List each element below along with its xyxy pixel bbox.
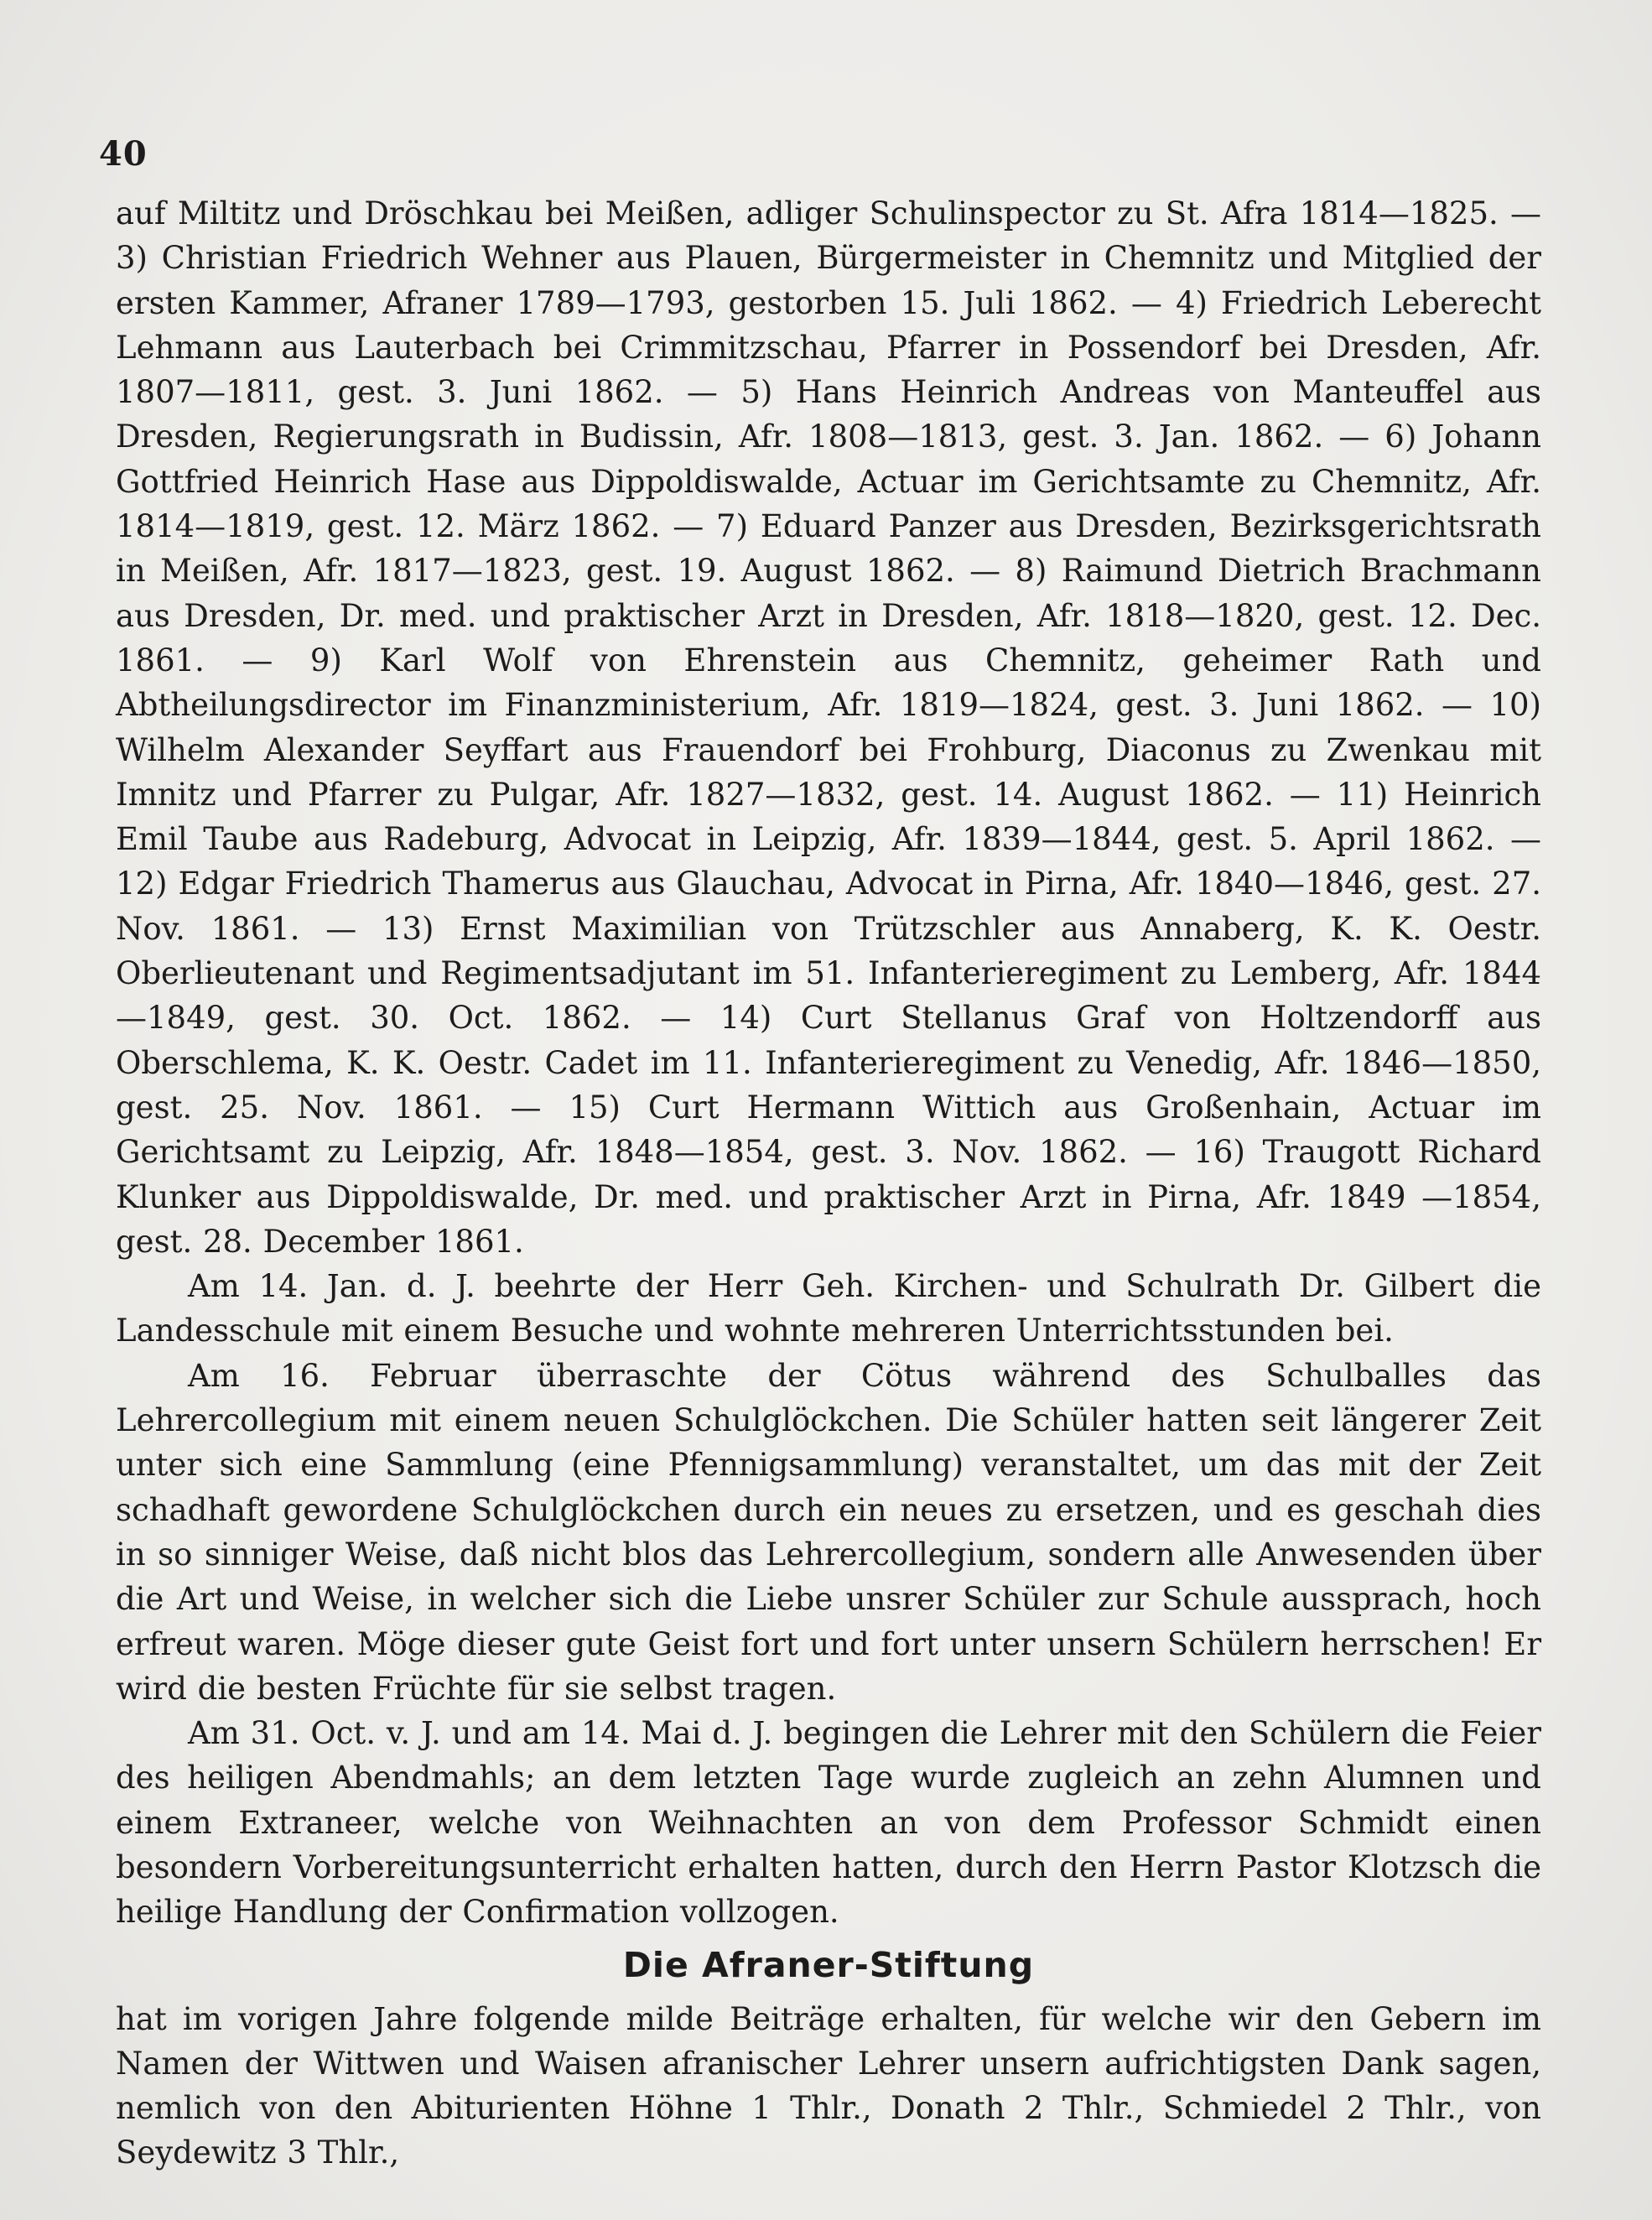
communion-paragraph: Am 31. Oct. v. J. und am 14. Mai d. J. begingen die Lehrer mit den Schülern die Feier des heiligen Abendmahls; an dem letzten Tage wurde zugleich an zehn Alumnen und einem Extraneer, welche von Weihnachten an von dem Professor Schmidt einen besondern Vorbereitungsunterricht erhalten hatten, durch den Herrn Pastor Klotzsch die heilige Handlung der Confirmation vollzogen. [116, 1715, 1541, 1931]
page-number: 40 [99, 134, 148, 174]
text-block [116, 191, 1541, 2176]
foundation-paragraph: hat im vorigen Jahre folgende milde Beiträge erhalten, für welche wir den Gebern im Namen der Wittwen und Waisen afranischer Lehrer unsern aufrichtigsten Dank sagen, nemlich von den Abiturienten Höhne 1 Thlr., Donath 2 Thlr., Schmiedel 2 Thlr., von Seydewitz 3 Thlr., [116, 2000, 1541, 2171]
school-bell-paragraph: Am 16. Februar überraschte der Cötus während des Schulballes das Lehrercollegium mit einem neuen Schulglöckchen. Die Schüler hatten seit längerer Zeit unter sich eine Sammlung (eine Pfennigsammlung) veranstaltet, um das mit der Zeit schadhaft gewordene Schulglöckchen durch ein neues zu ersetzen, und es geschah dies in so sinniger Weise, daß nicht blos das Lehrercollegium, sondern alle Anwesenden über die Art und Weise, in welcher sich die Liebe unsrer Schüler zur Schule aussprach, hoch erfreut waren. Möge dieser gute Geist fort und fort unter unsern Schülern herrschen! Er wird die besten Früchte für sie selbst tragen. [116, 1357, 1541, 1707]
obituary-paragraph: auf Miltitz und Dröschkau bei Meißen, adliger Schulinspector zu St. Afra 1814—1825. — 3) Christian Friedrich Wehner aus Plauen, Bürgermeister in Chemnitz und Mitglied der ersten Kammer, Afraner 1789—1793, gestorben 15. Juli 1862. — 4) Friedrich Leberecht Lehmann aus Lauterbach bei Crimmitzschau, Pfarrer in Possendorf bei Dresden, Afr. 1807—1811, gest. 3. Juni 1862. — 5) Hans Heinrich Andreas von Manteuffel aus Dresden, Regierungsrath in Budissin, Afr. 1808—1813, gest. 3. Jan. 1862. — 6) Johann Gottfried Heinrich Hase aus Dippoldiswalde, Actuar im Gerichtsamte zu Chemnitz, Afr. 1814—1819, gest. 12. März 1862. — 7) Eduard Panzer aus Dresden, Bezirksgerichtsrath in Meißen, Afr. 1817—1823, gest. 19. August 1862. — 8) Raimund Dietrich Brachmann aus Dresden, Dr. med. und praktischer Arzt in Dresden, Afr. 1818—1820, gest. 12. Dec. 1861. — 9) Karl Wolf von Ehrenstein aus Chemnitz, geheimer Rath und Abtheilungsdirector im Finanzministerium, Afr. 1819—1824, gest. 3. Juni 1862. — 10) Wilhelm Alexander Seyffart aus Frauendorf bei Frohburg, Diaconus zu Zwenkau mit Imnitz und Pfarrer zu Pulgar, Afr. 1827—1832, gest. 14. August 1862. — 11) Heinrich Emil Taube aus Radeburg, Advocat in Leipzig, Afr. 1839—1844, gest. 5. April 1862. — 12) Edgar Friedrich Thamerus aus Glauchau, Advocat in Pirna, Afr. 1840—1846, gest. 27. Nov. 1861. — 13) Ernst Maximilian von Trützschler aus Annaberg, K. K. Oestr. Oberlieutenant und Regimentsadjutant im 51. Infanterieregiment zu Lemberg, Afr. 1844—1849, gest. 30. Oct. 1862. — 14) Curt Stellanus Graf von Holtzendorff aus Oberschlema, K. K. Oestr. Cadet im 11. Infanterieregiment zu Venedig, Afr. 1846—1850, gest. 25. Nov. 1861. — 15) Curt Hermann Wittich aus Großenhain, Actuar im Gerichtsamt zu Leipzig, Afr. 1848—1854, gest. 3. Nov. 1862. — 16) Traugott Richard Klunker aus Dippoldiswalde, Dr. med. und praktischer Arzt in Pirna, Afr. 1849 —1854, gest. 28. December 1861. [116, 195, 1541, 1260]
section-heading: Die Afraner-Stiftung [622, 1944, 1035, 1985]
visit-paragraph: Am 14. Jan. d. J. beehrte der Herr Geh. Kirchen- und Schulrath Dr. Gilbert die Landesschule mit einem Besuche und wohnte mehreren Unterrichtsstunden bei. [116, 1268, 1541, 1349]
